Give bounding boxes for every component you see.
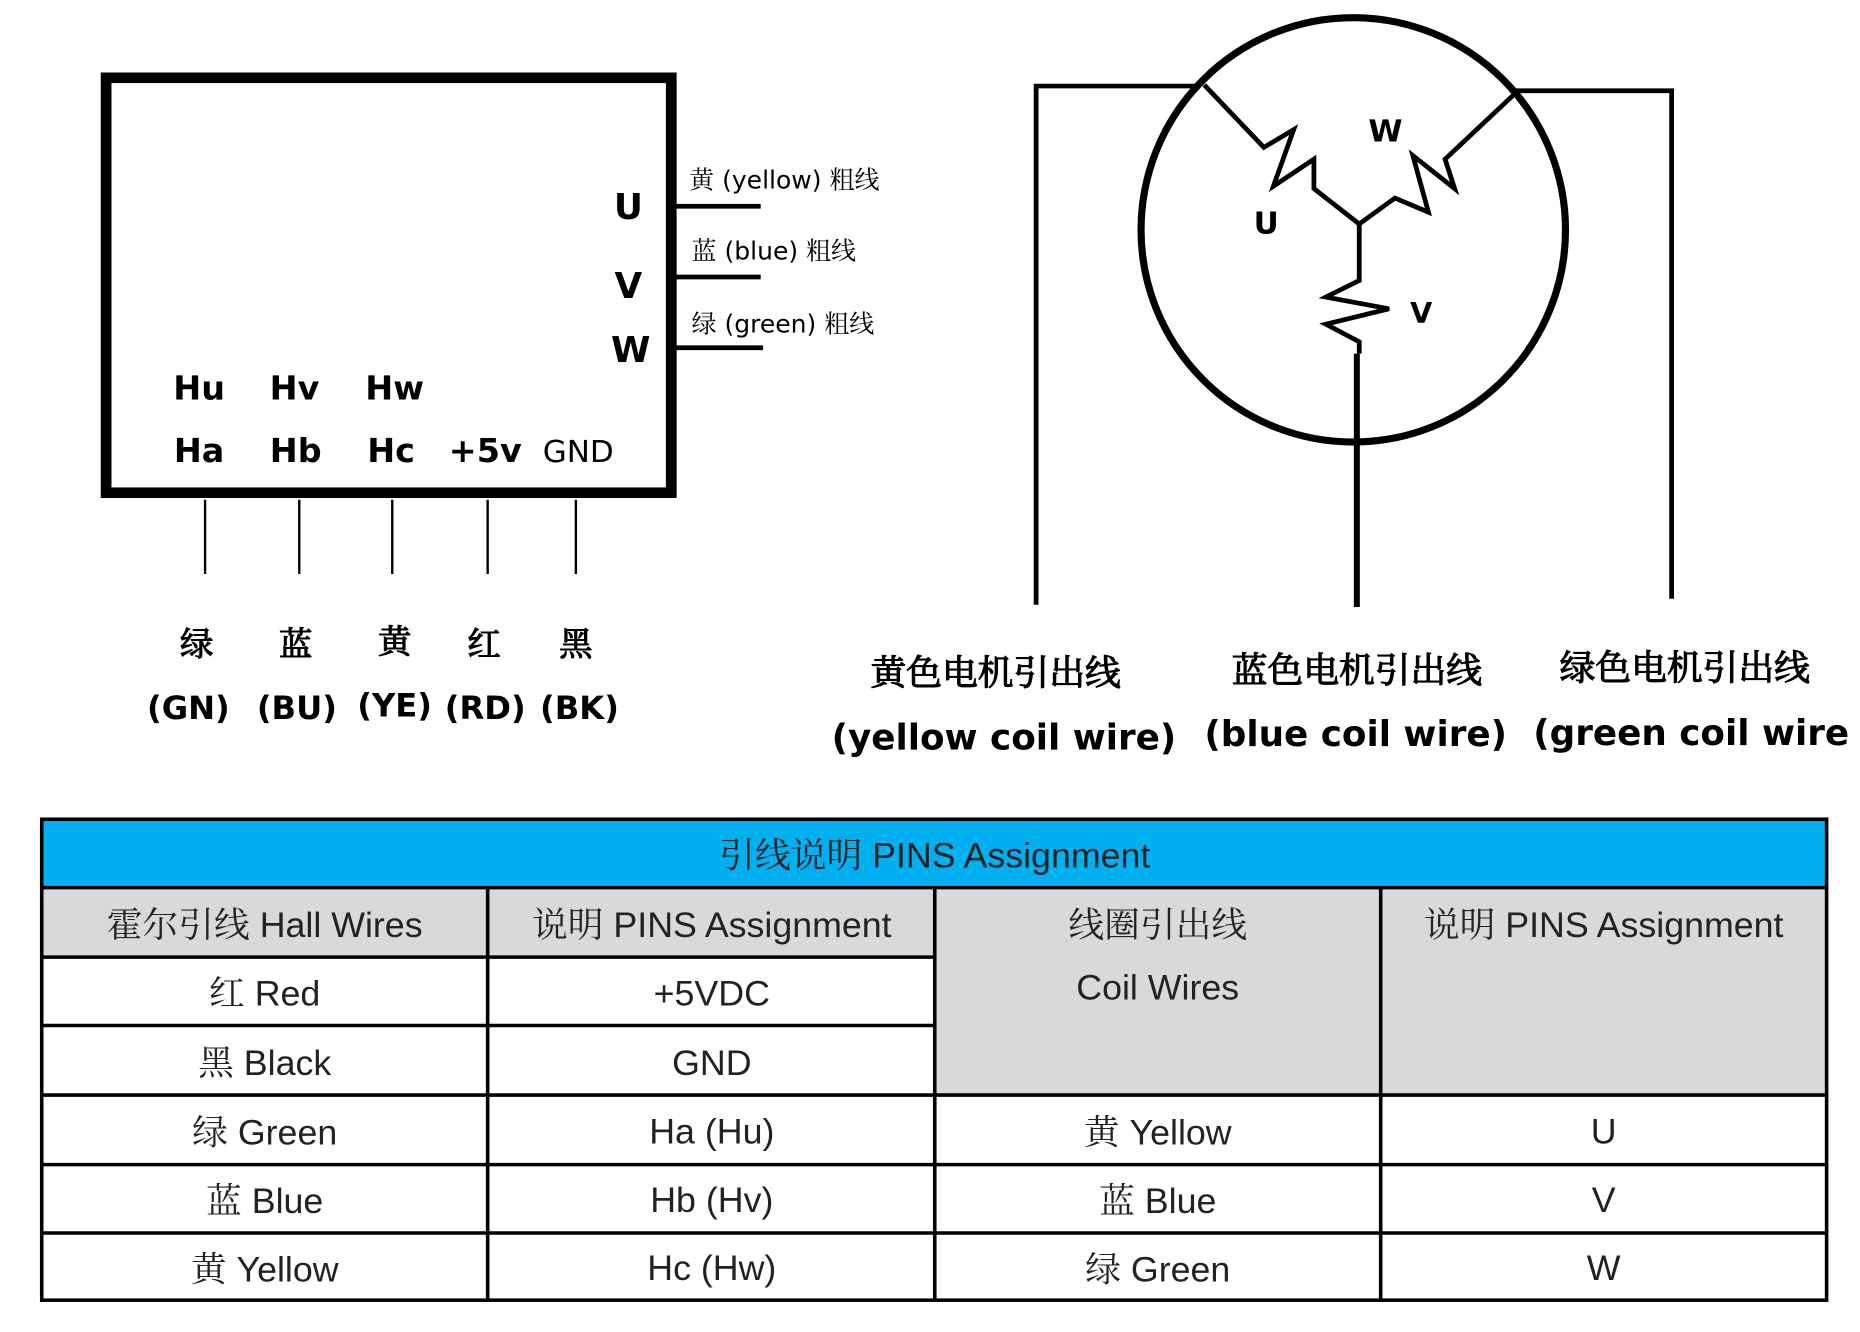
hall-wire-cell: 绿 Green — [192, 1112, 338, 1153]
hall-wire-cell: 红 Red — [209, 973, 321, 1014]
hall-label-hb: Hb — [269, 431, 322, 471]
hall-wires — [205, 500, 576, 574]
wire-code-bk: (BK) — [540, 689, 619, 727]
hall-label-ha: Ha — [173, 431, 225, 471]
hall-label-gnd: GND — [542, 434, 614, 471]
lead-label-green-cn: 绿色电机引出线 — [1559, 648, 1810, 690]
phase-wire-label-u: 黄 (yellow) 粗线 — [689, 165, 880, 195]
winding-label-v: V — [1410, 297, 1433, 330]
lead-label-green-en: (green coil wire — [1533, 713, 1850, 754]
controller — [106, 78, 880, 727]
phase-label-w: W — [611, 330, 651, 371]
wire-code-bu: (BU) — [256, 689, 337, 727]
phase-wire-label-w: 绿 (green) 粗线 — [691, 309, 875, 339]
hall-pin-cell: GND — [672, 1043, 752, 1083]
hall-label-hw: Hw — [365, 368, 425, 408]
winding-label-w: W — [1368, 113, 1403, 150]
phase-label-u: U — [613, 187, 643, 229]
wire-color-green: 绿 — [180, 624, 214, 664]
hall-wire-cell: 黑 Black — [198, 1043, 332, 1083]
green-lead-wire — [1514, 91, 1671, 599]
hall-pin-cell: Hb (Hv) — [650, 1179, 774, 1220]
hall-label-5v: +5v — [448, 431, 522, 471]
lead-label-blue-cn: 蓝色电机引出线 — [1231, 650, 1482, 692]
wire-color-blue: 蓝 — [279, 624, 313, 664]
coil-pin-cell: V — [1591, 1179, 1616, 1220]
winding-u — [1204, 85, 1359, 224]
header-hall-wires: 霍尔引线 Hall Wires — [106, 905, 423, 946]
hall-wire-cell: 蓝 Blue — [206, 1181, 324, 1221]
header-coil-wires-cn: 线圈引出线 — [1068, 905, 1248, 946]
lead-label-blue-en: (blue coil wire) — [1204, 714, 1507, 756]
lead-label-yellow-cn: 黄色电机引出线 — [870, 653, 1121, 694]
wire-color-red: 红 — [467, 624, 501, 664]
hall-wire-cell: 黄 Yellow — [190, 1249, 339, 1290]
wire-code-ye: (YE) — [357, 686, 433, 725]
pins-table — [42, 819, 1827, 1300]
coil-pin-cell: W — [1586, 1248, 1621, 1289]
wire-color-yellow: 黄 — [377, 622, 412, 661]
winding-v — [1326, 224, 1389, 354]
header-coil-wires-en: Coil Wires — [1076, 967, 1240, 1008]
hall-pin-cell: +5VDC — [653, 973, 770, 1014]
wire-code-gn: (GN) — [147, 689, 230, 727]
wire-color-black: 黑 — [559, 624, 593, 664]
hall-pin-cell: Hc (Hw) — [647, 1248, 777, 1289]
header-coil-pins: 说明 PINS Assignment — [1423, 905, 1784, 946]
hall-pin-cell: Ha (Hu) — [649, 1111, 775, 1152]
motor — [1036, 18, 1672, 607]
coil-wire-cell: 黄 Yellow — [1083, 1112, 1232, 1153]
coil-wire-cell: 绿 Green — [1085, 1249, 1231, 1290]
phase-wire-label-v: 蓝 (blue) 粗线 — [691, 236, 857, 266]
wire-code-rd: (RD) — [444, 689, 526, 727]
coil-pin-cell: U — [1590, 1111, 1617, 1152]
phase-label-v: V — [614, 266, 643, 308]
hall-label-hc: Hc — [367, 431, 415, 471]
hall-label-hu: Hu — [173, 368, 225, 408]
hall-label-hv: Hv — [269, 368, 320, 408]
winding-label-u: U — [1253, 205, 1279, 242]
coil-wire-cell: 蓝 Blue — [1099, 1181, 1217, 1221]
table-title: 引线说明 PINS Assignment — [719, 835, 1151, 876]
header-hall-pins: 说明 PINS Assignment — [532, 905, 892, 946]
motor-circle — [1141, 18, 1565, 442]
lead-label-yellow-en: (yellow coil wire) — [831, 717, 1177, 759]
